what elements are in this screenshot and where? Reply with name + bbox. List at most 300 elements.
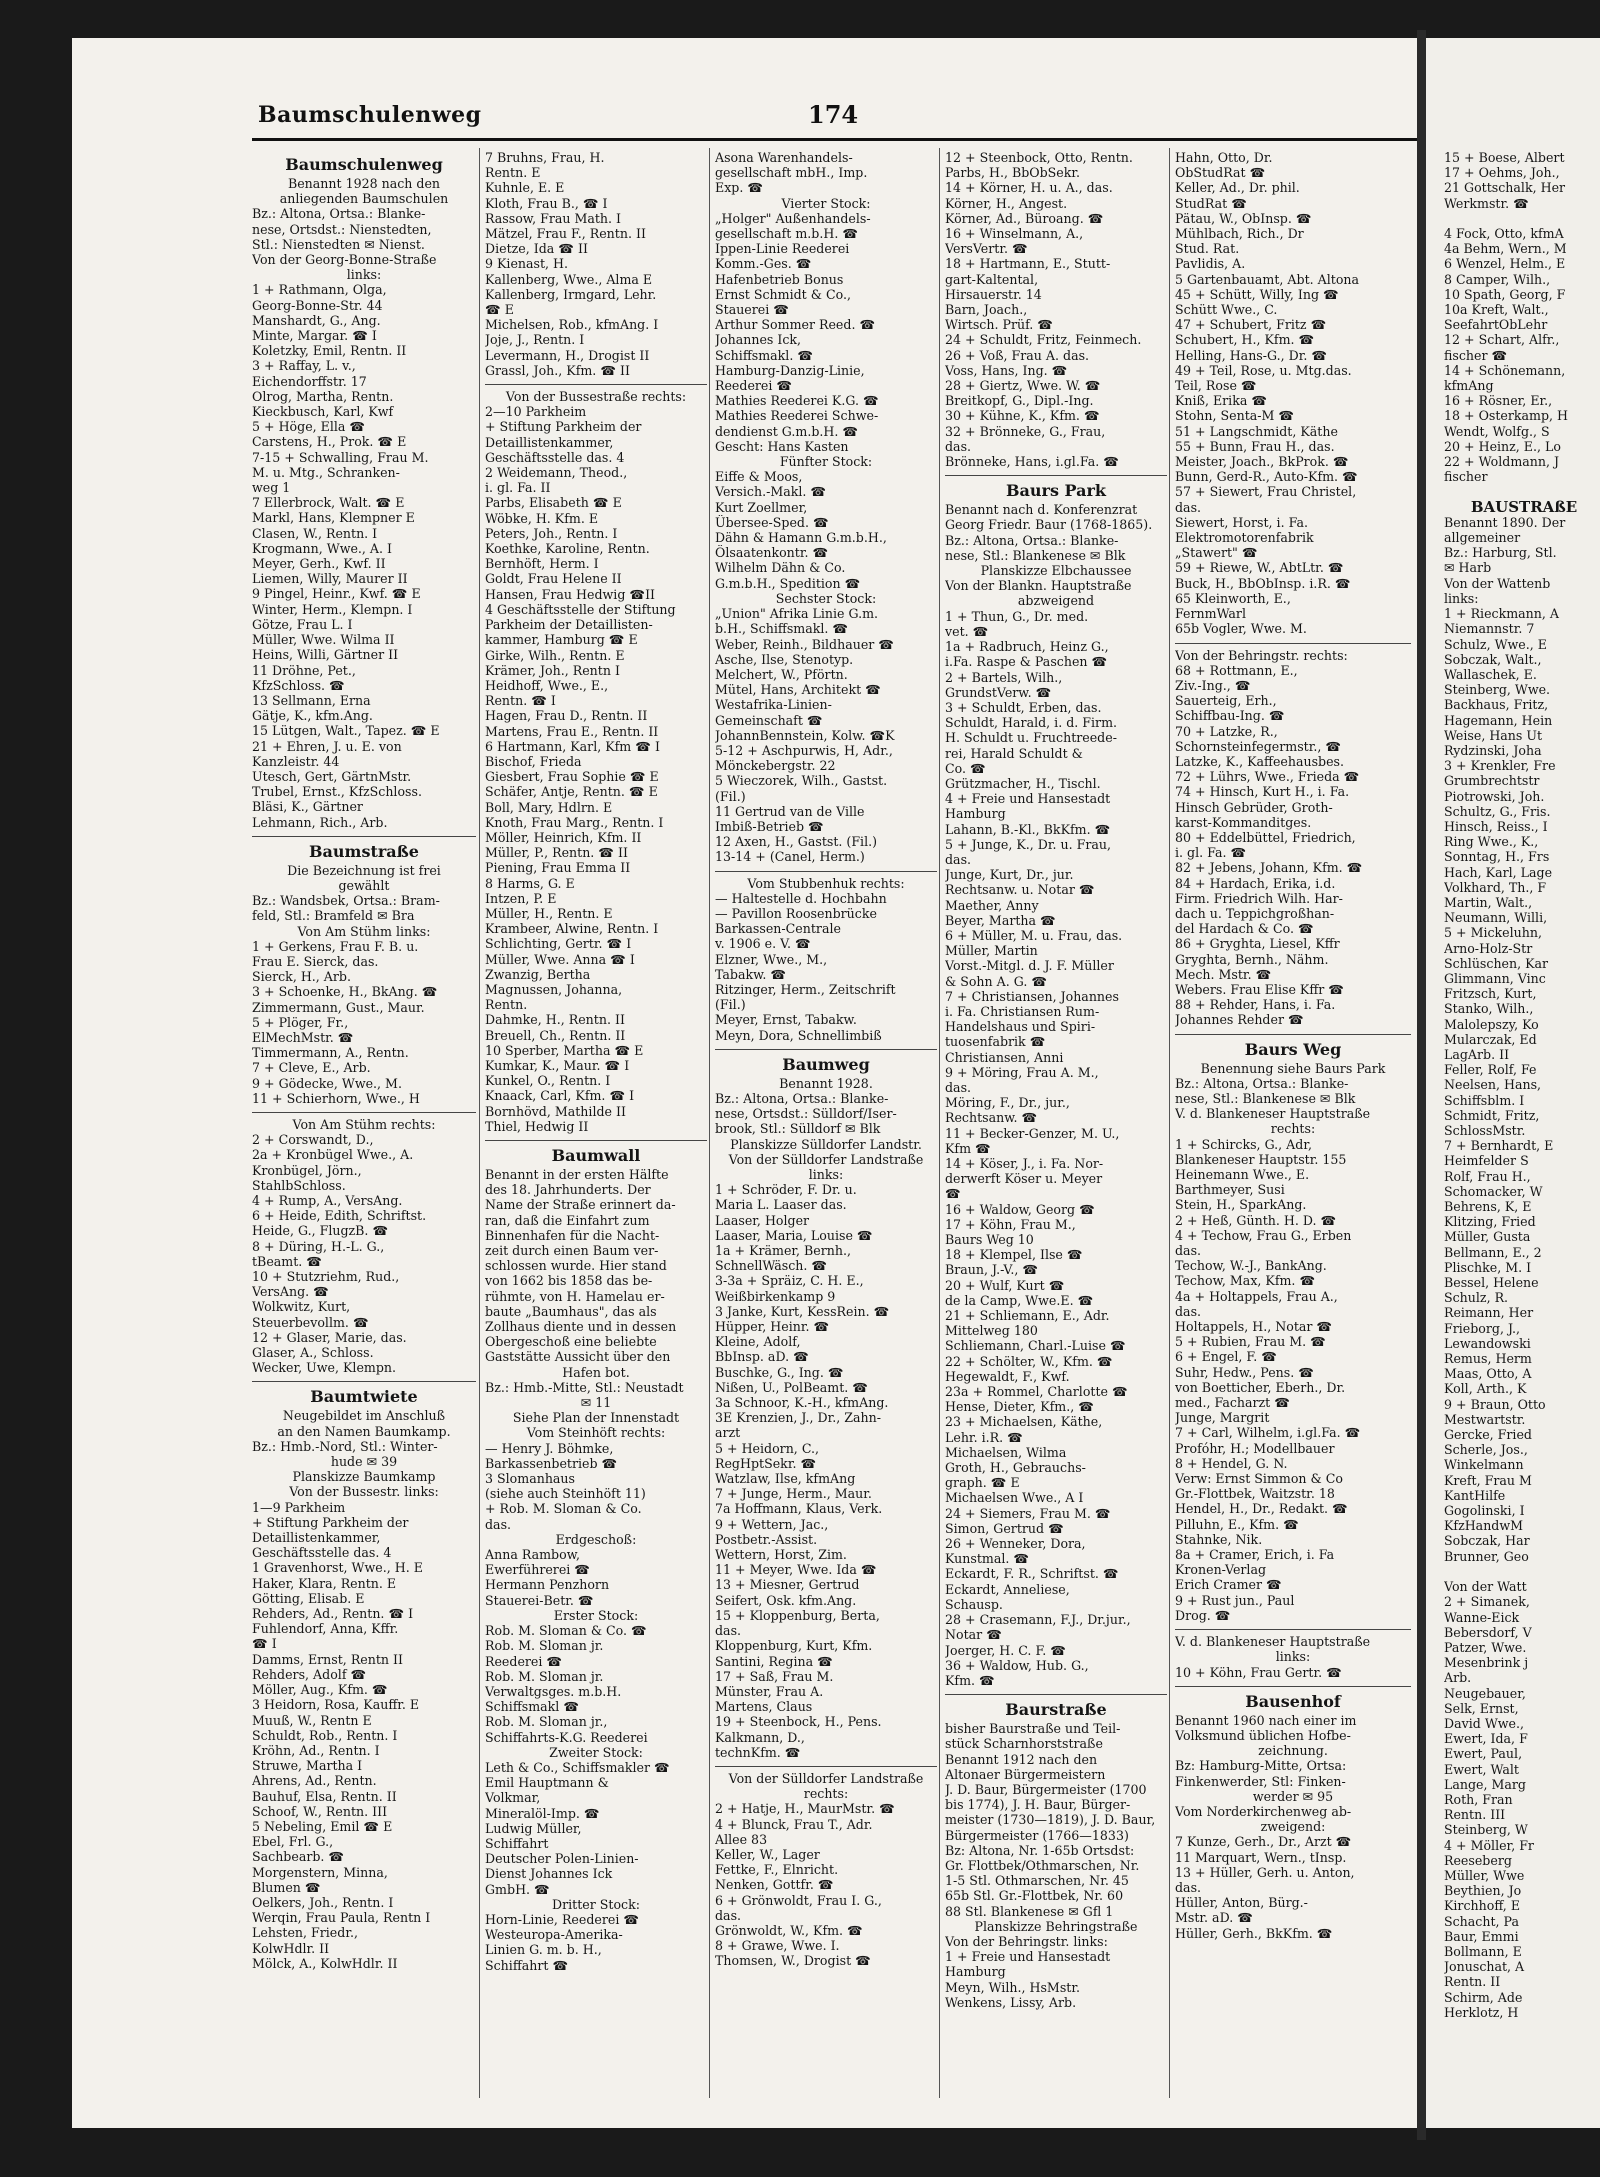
directory-entry: Tabakw. ☎: [715, 966, 787, 982]
directory-entry: ✉ Harb: [1444, 560, 1492, 576]
directory-entry: Hüpper, Heinr. ☎: [715, 1319, 830, 1335]
directory-entry: Gryghta, Bernh., Nähm.: [1175, 951, 1329, 967]
directory-entry: (Fil.): [715, 788, 746, 804]
directory-entry: Dähn & Hamann G.m.b.H.,: [715, 530, 887, 546]
directory-entry: 72 + Lührs, Wwe., Frieda ☎: [1175, 769, 1360, 785]
directory-entry: Keller, Ad., Dr. phil.: [1175, 180, 1300, 196]
directory-entry: 11 + Meyer, Wwe. Ida ☎: [715, 1562, 877, 1578]
directory-entry: Knaack, Carl, Kfm. ☎ I: [485, 1088, 635, 1104]
directory-entry: [1444, 211, 1600, 226]
directory-entry: Barkassen-Centrale: [715, 921, 841, 937]
directory-entry: Detaillistenkammer,: [485, 434, 614, 450]
directory-entry: Müller, Wwe. Wilma II: [252, 632, 395, 648]
directory-entry: Bz.: Altona, Ortsa.: Blanke-: [252, 206, 426, 222]
directory-entry: Heidhoff, Wwe., E.,: [485, 677, 609, 693]
directory-entry: Arb.: [1444, 1670, 1472, 1686]
directory-entry: Ewerführerei ☎: [485, 1562, 590, 1578]
directory-entry: Kronbügel, Jörn.,: [252, 1162, 362, 1178]
directory-entry: 5-12 + Aschpurwis, H, Adr.,: [715, 742, 893, 758]
directory-entry: Schiffbau-Ing. ☎: [1175, 708, 1285, 724]
directory-entry: Bz.: Altona, Ortsa.: Blanke-: [1175, 1075, 1349, 1091]
directory-entry: 7 + Carl, Wilhelm, i.gl.Fa. ☎: [1175, 1425, 1361, 1441]
directory-entry: 16 + Waldow, Georg ☎: [945, 1201, 1095, 1217]
directory-entry: Blankeneser Hauptstr. 155: [1175, 1151, 1347, 1167]
directory-entry: Watzlaw, Ilse, kfmAng: [715, 1471, 856, 1487]
directory-entry: Dahmke, H., Rentn. II: [485, 1012, 625, 1028]
directory-entry: 5 Gartenbauamt, Abt. Altona: [1175, 271, 1360, 287]
directory-entry: Mütel, Hans, Architekt ☎: [715, 682, 881, 698]
directory-entry: Selk, Ernst,: [1444, 1700, 1519, 1716]
directory-entry: Gercke, Fried: [1444, 1427, 1532, 1443]
directory-entry: Hahn, Otto, Dr.: [1175, 150, 1273, 165]
directory-entry: nese, Stl.: Blankenese ✉ Blk: [1175, 1090, 1356, 1106]
street-heading: Baumstraße: [309, 841, 419, 861]
directory-entry: Neumann, Willi,: [1444, 910, 1548, 926]
directory-entry: Wenkens, Lissy, Arb.: [945, 1994, 1077, 2010]
section-note: Von der Bussestraße rechts:: [505, 389, 687, 405]
directory-entry: Kurt Zoellmer,: [715, 499, 808, 515]
directory-entry: baute „Baumhaus", das als: [485, 1303, 657, 1319]
directory-entry: 7-15 + Schwalling, Frau M.: [252, 449, 429, 465]
directory-entry: gart-Kaltental,: [945, 271, 1039, 287]
section-note: links:: [346, 267, 382, 283]
directory-entry: Schoof, W., Rentn. III: [252, 1803, 388, 1819]
directory-entry: Rassow, Frau Math. I: [485, 210, 622, 226]
directory-entry: Bornhövd, Mathilde II: [485, 1103, 626, 1119]
section-note: Von Am Stühm links:: [297, 923, 431, 939]
directory-entry: Allee 83: [715, 1831, 768, 1847]
directory-entry: Von der Behringstr. rechts:: [1175, 647, 1348, 663]
directory-entry: 4 Fock, Otto, kfmA: [1444, 226, 1564, 242]
directory-entry: Thiel, Hedwig II: [485, 1118, 589, 1134]
section-note: Von der Sülldorfer Landstraße: [728, 1770, 924, 1786]
directory-entry: 2 + Bartels, Wilh.,: [945, 669, 1063, 685]
directory-entry: das.: [945, 438, 972, 454]
directory-entry: Voss, Hans, Ing. ☎: [945, 362, 1068, 378]
directory-entry: 5 + Junge, K., Dr. u. Frau,: [945, 836, 1112, 852]
directory-entry: Müller, Gusta: [1444, 1229, 1531, 1245]
directory-entry: Gemeinschaft ☎: [715, 712, 823, 728]
directory-entry: 11 Gertrud van de Ville: [715, 803, 865, 819]
directory-entry: schlossen wurde. Hier stand: [485, 1258, 667, 1274]
directory-entry: Werkmstr. ☎: [1444, 195, 1529, 211]
directory-entry: Grönwoldt, W., Kfm. ☎: [715, 1922, 863, 1938]
directory-entry: Volkmar,: [485, 1790, 541, 1806]
section-note: anliegenden Baumschulen: [279, 191, 449, 207]
directory-entry: Michelsen, Rob., kfmAng. I: [485, 317, 659, 333]
directory-entry: Herklotz, H: [1444, 2004, 1519, 2020]
directory-entry: Bebersdorf, V: [1444, 1624, 1532, 1640]
directory-entry: (siehe auch Steinhöft 11): [485, 1486, 646, 1502]
directory-entry: 11 Marquart, Wern., tInsp.: [1175, 1849, 1347, 1865]
directory-entry: JohannBennstein, Kolw. ☎K: [715, 727, 895, 743]
directory-entry: 13 Sellmann, Erna: [252, 692, 371, 708]
directory-entry: Reimann, Her: [1444, 1305, 1534, 1321]
directory-entry: — Henry J. Böhmke,: [485, 1440, 614, 1456]
directory-entry: Simon, Gertrud ☎: [945, 1520, 1064, 1536]
directory-entry: 65b Vogler, Wwe. M.: [1175, 621, 1307, 637]
directory-entry: V. d. Blankeneser Hauptstraße: [1175, 1634, 1371, 1650]
directory-entry: SchlossMstr.: [1444, 1123, 1526, 1138]
directory-entry: Nißen, U., PolBeamt. ☎: [715, 1379, 868, 1395]
directory-entry: Techow, W.-J., BankAng.: [1175, 1258, 1327, 1274]
directory-entry: ☎ I: [252, 1636, 277, 1652]
section-note: Dritter Stock:: [552, 1896, 640, 1912]
directory-entry: das.: [485, 1516, 512, 1532]
directory-entry: 11 + Schierhorn, Wwe., H: [252, 1090, 420, 1106]
directory-entry: Timmermann, A., Rentn.: [252, 1045, 409, 1061]
directory-entry: Hermann Penzhorn: [485, 1577, 610, 1593]
directory-entry: 1-5 Stl. Othmarschen, Nr. 45: [945, 1873, 1129, 1889]
directory-entry: Kunstmal. ☎: [945, 1551, 1030, 1567]
directory-entry: ☎ E: [485, 302, 514, 318]
directory-entry: Lehmann, Rich., Arb.: [252, 814, 388, 830]
directory-entry: Vom Norderkirchenweg ab-: [1175, 1803, 1352, 1819]
directory-entry: Benannt 1960 nach einer im: [1175, 1712, 1357, 1728]
directory-entry: Drog. ☎: [1175, 1607, 1231, 1623]
directory-entry: Niemannstr. 7: [1444, 621, 1535, 637]
directory-entry: Bessel, Helene: [1444, 1275, 1539, 1291]
directory-entry: Hendel, H., Dr., Redakt. ☎: [1175, 1501, 1348, 1517]
street-heading: Baumschulenweg: [285, 155, 443, 174]
directory-entry: Ludwig Müller,: [485, 1820, 582, 1836]
section-note: Die Bezeichnung ist frei: [287, 862, 441, 878]
directory-entry: Hamburg: [945, 806, 1006, 822]
directory-entry: Johannes Rehder ☎: [1175, 1012, 1304, 1028]
column-3: [715, 150, 937, 2100]
directory-entry: David Wwe.,: [1444, 1715, 1524, 1731]
directory-entry: Benannt nach d. Konferenzrat: [945, 502, 1138, 518]
directory-entry: Breuell, Ch., Rentn. II: [485, 1027, 626, 1043]
section-note: Planskizze Elbchaussee: [980, 563, 1132, 579]
directory-entry: FernmWarl: [1175, 606, 1246, 622]
directory-entry: 1 + Rathmann, Olga,: [252, 282, 387, 298]
directory-entry: Horn-Linie, Reederei ☎: [485, 1911, 640, 1927]
directory-entry: Barthmeyer, Susi: [1175, 1182, 1285, 1198]
directory-entry: nese, Stl.: Blankenese ✉ Blk: [945, 547, 1126, 563]
directory-entry: Geschäftsstelle das. 4: [252, 1545, 392, 1561]
street-heading: Baurs Park: [1005, 481, 1106, 501]
directory-entry: Meyer, Gerh., Kwf. II: [252, 556, 386, 572]
section-note: rechts:: [803, 1786, 849, 1802]
directory-entry: derwerft Köser u. Meyer: [945, 1171, 1103, 1187]
directory-entry: Reederei ☎: [485, 1653, 563, 1669]
directory-entry: i.Fa. Raspe & Paschen ☎: [945, 654, 1108, 670]
directory-entry: Stohn, Senta-M ☎: [1175, 408, 1295, 424]
directory-entry: Rentn. E: [485, 165, 541, 181]
directory-entry: Stud. Rat.: [1175, 241, 1240, 257]
directory-entry: Körner, H., Angest.: [945, 195, 1068, 211]
directory-entry: Von der Behringstr. links:: [945, 1933, 1108, 1949]
directory-entry: Malolepszy, Ko: [1444, 1016, 1539, 1032]
directory-entry: Gr.-Flottbek, Waitzstr. 18: [1175, 1486, 1335, 1502]
directory-entry: H. Schuldt u. Fruchtreede-: [945, 730, 1117, 746]
section-separator: [715, 1766, 937, 1767]
directory-entry: Kirchhoff, E: [1444, 1898, 1521, 1914]
section-note: Vierter Stock:: [781, 195, 871, 211]
directory-entry: Glimmann, Vinc: [1444, 970, 1546, 986]
directory-entry: brook, Stl.: Sülldorf ✉ Blk: [715, 1121, 881, 1137]
directory-entry: Bernhöft, Herm. I: [485, 556, 599, 572]
directory-entry: Altonaer Bürgermeistern: [945, 1766, 1106, 1782]
directory-entry: 1 + Rieckmann, A: [1444, 606, 1559, 622]
directory-entry: Grützmacher, H., Tischl.: [945, 775, 1101, 791]
directory-entry: Hagen, Frau D., Rentn. II: [485, 708, 648, 724]
directory-entry: Eichendorffstr. 17: [252, 373, 367, 389]
directory-entry: 3 + Krenkler, Fre: [1444, 758, 1556, 774]
directory-entry: 15 + Boese, Albert: [1444, 150, 1565, 165]
directory-entry: das.: [1175, 499, 1202, 515]
directory-entry: Kröhn, Ad., Rentn. I: [252, 1742, 380, 1758]
directory-entry: Grassl, Joh., Kfm. ☎ II: [485, 362, 630, 378]
section-note: links:: [1275, 1649, 1311, 1665]
directory-entry: Schuldt, Harald, i. d. Firm.: [945, 715, 1118, 731]
directory-entry: 5 + Plöger, Fr.,: [252, 1014, 349, 1030]
section-note: Zweiter Stock:: [549, 1744, 643, 1760]
column-5: [1175, 150, 1411, 2100]
section-note: zweigend:: [1260, 1819, 1326, 1835]
directory-entry: Firm. Friedrich Wilh. Har-: [1175, 890, 1343, 906]
directory-entry: Ritzinger, Herm., Zeitschrift: [715, 981, 896, 997]
directory-entry: ObStudRat ☎: [1175, 165, 1266, 181]
directory-entry: Stauerei ☎: [715, 302, 789, 318]
directory-entry: Melchert, W., Pförtn.: [715, 666, 848, 682]
directory-entry: Muuß, W., Rentn E: [252, 1712, 372, 1728]
directory-entry: 3 Heidorn, Rosa, Kauffr. E: [252, 1697, 420, 1713]
directory-entry: Kallenberg, Irmgard, Lehr.: [485, 286, 657, 302]
directory-entry: Parbs, H., BbObSekr.: [945, 165, 1081, 181]
directory-entry: 24 + Siemers, Frau M. ☎: [945, 1505, 1111, 1521]
directory-entry: Ziv.-Ing., ☎: [1175, 677, 1251, 693]
directory-entry: Struwe, Martha I: [252, 1758, 363, 1774]
directory-entry: Mathies Reederei K.G. ☎: [715, 393, 879, 409]
directory-entry: Sobczak, Har: [1444, 1533, 1530, 1549]
directory-entry: 1 + Schröder, F. Dr. u.: [715, 1182, 857, 1198]
directory-entry: Ahrens, Ad., Rentn.: [252, 1773, 377, 1789]
directory-entry: + Stiftung Parkheim der: [252, 1514, 409, 1530]
directory-entry: Parkheim der Detaillisten-: [485, 617, 653, 633]
directory-entry: technKfm. ☎: [715, 1744, 801, 1760]
directory-entry: Winkelmann: [1444, 1457, 1524, 1473]
directory-entry: Mestwartstr.: [1444, 1411, 1526, 1427]
directory-entry: VersAng. ☎: [252, 1284, 329, 1300]
directory-entry: 22 + Woldmann, J: [1444, 454, 1560, 470]
directory-entry: 7 + Christiansen, Johannes: [945, 988, 1119, 1004]
directory-entry: Hinsch, Reiss., I: [1444, 818, 1548, 834]
directory-entry: ☎: [945, 1186, 961, 1202]
directory-entry: Wöbke, H. Kfm. E: [485, 510, 599, 526]
directory-entry: 1—9 Parkheim: [252, 1499, 346, 1515]
directory-entry: 21 + Ehren, J. u. E. von: [252, 738, 402, 754]
column-divider: [479, 148, 480, 2098]
page-header: [72, 38, 1417, 138]
directory-entry: 4 + Freie und Hansestadt: [945, 791, 1111, 807]
directory-entry: Stauerei-Betr. ☎: [485, 1592, 594, 1608]
directory-entry: Kronen-Verlag: [1175, 1562, 1267, 1578]
directory-entry: Reederei ☎: [715, 378, 793, 394]
directory-entry: Kreft, Frau M: [1444, 1472, 1532, 1488]
directory-page: [72, 38, 1417, 2128]
directory-entry: Schlüschen, Kar: [1444, 955, 1549, 971]
header-rule: [252, 138, 1417, 141]
directory-entry: 16 + Rösner, Er.,: [1444, 393, 1553, 409]
directory-entry: Hinsch Gebrüder, Groth-: [1175, 799, 1333, 815]
directory-entry: 8 Camper, Wilh.,: [1444, 271, 1551, 287]
directory-entry: „Union" Afrika Linie G.m.: [715, 606, 879, 622]
directory-entry: Rob. M. Sloman jr.,: [485, 1714, 608, 1730]
directory-entry: 5 + Mickeluhn,: [1444, 925, 1542, 941]
directory-entry: Benannt 1912 nach den: [945, 1751, 1098, 1767]
directory-entry: Roth, Fran: [1444, 1791, 1513, 1807]
directory-entry: Hüller, Gerh., BkKfm. ☎: [1175, 1925, 1333, 1941]
directory-entry: 2 + Hatje, H., MaurMstr. ☎: [715, 1801, 895, 1817]
directory-entry: VersVertr. ☎: [945, 241, 1028, 257]
directory-entry: 82 + Jebens, Johann, Kfm. ☎: [1175, 860, 1363, 876]
directory-entry: Grumbrechtstr: [1444, 773, 1540, 789]
directory-entry: Martens, Frau E., Rentn. II: [485, 723, 659, 739]
directory-entry: Rydzinski, Joha: [1444, 742, 1542, 758]
directory-entry: Piening, Frau Emma II: [485, 860, 631, 876]
directory-entry: 17 + Oehms, Joh.,: [1444, 165, 1560, 181]
directory-entry: Müller, Martin: [945, 943, 1038, 959]
directory-entry: 3a Schnoor, K.-H., kfmAng.: [715, 1395, 889, 1411]
directory-entry: Asche, Ilse, Stenotyp.: [715, 651, 854, 667]
directory-entry: 65b Stl. Gr.-Flottbek, Nr. 60: [945, 1888, 1124, 1904]
section-separator: [252, 836, 476, 837]
directory-entry: Bauhuf, Elsa, Rentn. II: [252, 1788, 397, 1804]
directory-entry: 23 + Michaelsen, Käthe,: [945, 1414, 1103, 1430]
directory-entry: 21 Gottschalk, Her: [1444, 180, 1566, 196]
directory-entry: 3-3a + Spräiz, C. H. E.,: [715, 1273, 864, 1289]
directory-entry: Rehders, Adolf ☎: [252, 1666, 367, 1682]
directory-entry: 24 + Schuldt, Fritz, Feinmech.: [945, 332, 1142, 348]
directory-entry: Hach, Karl, Lage: [1444, 864, 1553, 880]
directory-entry: Bollmann, E: [1444, 1943, 1522, 1959]
directory-entry: (Fil.): [715, 997, 746, 1013]
column-4: [945, 150, 1167, 2100]
directory-entry: 14 + Köser, J., i. Fa. Nor-: [945, 1156, 1104, 1171]
directory-entry: Lange, Marg: [1444, 1776, 1526, 1792]
directory-entry: Mühlbach, Rich., Dr: [1175, 226, 1304, 242]
directory-entry: Giesbert, Frau Sophie ☎ E: [485, 769, 659, 785]
directory-entry: RegHptSekr. ☎: [715, 1455, 817, 1471]
directory-entry: rühmte, von H. Hamelau er-: [485, 1288, 665, 1304]
directory-entry: Stahnke, Nik.: [1175, 1531, 1263, 1547]
directory-entry: SeefahrtObLehr: [1444, 317, 1548, 333]
directory-entry: Thomsen, W., Drogist ☎: [715, 1953, 871, 1969]
section-note: abzweigend: [1017, 593, 1095, 609]
directory-entry: i. Fa. Christiansen Rum-: [945, 1003, 1100, 1019]
directory-entry: 4 Geschäftsstelle der Stiftung: [485, 601, 676, 617]
directory-entry: Weißbirkenkamp 9: [715, 1288, 836, 1304]
directory-entry: 7 + Junge, Herm., Maur.: [715, 1486, 872, 1502]
directory-entry: i. gl. Fa. ☎: [1175, 845, 1247, 861]
directory-entry: Rentn. III: [1444, 1807, 1506, 1823]
directory-entry: Maether, Anny: [945, 897, 1039, 913]
directory-entry: Steinberg, W: [1444, 1822, 1528, 1838]
section-note: links:: [808, 1167, 844, 1182]
directory-entry: Plischke, M. I: [1444, 1259, 1532, 1275]
directory-entry: KfzSchloss. ☎: [252, 677, 345, 693]
directory-entry: 51 + Langschmidt, Käthe: [1175, 423, 1338, 439]
directory-entry: Wallaschek, E.: [1444, 666, 1537, 682]
directory-entry: Pilluhn, E., Kfm. ☎: [1175, 1516, 1299, 1532]
directory-entry: Kalkmann, D.,: [715, 1729, 805, 1745]
directory-entry: tuosenfabrik ☎: [945, 1034, 1046, 1050]
directory-entry: Winter, Herm., Klempn. I: [252, 601, 413, 617]
directory-entry: Hamburg-Danzig-Linie,: [715, 362, 865, 378]
section-separator: [1175, 1686, 1411, 1687]
directory-entry: Übersee-Sped. ☎: [715, 514, 829, 530]
directory-entry: 5 Wieczorek, Wilh., Gastst.: [715, 773, 888, 789]
directory-entry: Ölsaatenkontr. ☎: [715, 545, 829, 561]
directory-entry: Rehders, Ad., Rentn. ☎ I: [252, 1606, 414, 1622]
directory-entry: Schacht, Pa: [1444, 1913, 1519, 1929]
directory-entry: 6 + Müller, M. u. Frau, das.: [945, 927, 1123, 943]
directory-entry: Joerger, H. C. F. ☎: [945, 1642, 1066, 1658]
directory-entry: Finkenwerder, Stl: Finken-: [1175, 1773, 1346, 1789]
directory-entry: 6 + Heide, Edith, Schriftst.: [252, 1208, 427, 1224]
directory-entry: Kfm. ☎: [945, 1672, 995, 1688]
column-divider: [1169, 148, 1170, 2098]
directory-entry: Volkhard, Th., F: [1444, 879, 1547, 895]
directory-entry: 8 Harms, G. E: [485, 875, 575, 891]
directory-entry: StahlbSchloss.: [252, 1177, 346, 1193]
directory-entry: 74 + Hinsch, Kurt H., i. Fa.: [1175, 784, 1350, 800]
directory-entry: b.H., Schiffsmakl. ☎: [715, 621, 849, 637]
directory-entry: 5 + Rubien, Frau M. ☎: [1175, 1334, 1326, 1350]
directory-entry: Koll, Arth., K: [1444, 1381, 1527, 1397]
directory-entry: 20 + Heinz, E., Lo: [1444, 438, 1561, 454]
directory-entry: Westeuropa-Amerika-: [485, 1927, 623, 1943]
directory-entry: 21 + Schliemann, E., Adr.: [945, 1308, 1110, 1324]
directory-entry: Girke, Wilh., Rentn. E: [485, 647, 625, 663]
directory-entry: Schuldt, Rob., Rentn. I: [252, 1727, 398, 1743]
directory-entry: Santini, Regina ☎: [715, 1653, 833, 1669]
directory-entry: 9 + Braun, Otto: [1444, 1396, 1546, 1412]
directory-entry: Hegewaldt, F., Kwf.: [945, 1368, 1070, 1384]
directory-entry: 7 + Cleve, E., Arb.: [252, 1060, 371, 1076]
directory-entry: Kumkar, K., Maur. ☎ I: [485, 1057, 630, 1073]
directory-entry: 84 + Hardach, Erika, i.d.: [1175, 875, 1336, 891]
directory-entry: + Stiftung Parkheim der: [485, 419, 642, 435]
directory-entry: 2a + Kronbügel Wwe., A.: [252, 1147, 414, 1163]
directory-entry: 19 + Steenbock, H., Pens.: [715, 1714, 882, 1730]
directory-entry: Ewert, Paul,: [1444, 1746, 1523, 1762]
directory-entry: Rentn. ☎ I: [485, 693, 556, 709]
directory-entry: 18 + Klempel, Ilse ☎: [945, 1247, 1083, 1263]
directory-entry: 16 + Winselmann, A.,: [945, 226, 1084, 242]
directory-entry: 18 + Hartmann, E., Stutt-: [945, 256, 1111, 272]
directory-entry: Schulz, R.: [1444, 1290, 1509, 1306]
directory-entry: 10 + Stutzriehm, Rud.,: [252, 1269, 400, 1285]
directory-entry: Kleine, Adolf,: [715, 1334, 801, 1350]
directory-entry: Morgenstern, Minna,: [252, 1864, 388, 1880]
directory-entry: Wendt, Wolfg., S: [1444, 423, 1550, 439]
directory-entry: Rentn. II: [1444, 1974, 1501, 1990]
facing-page: [1426, 38, 1600, 2128]
directory-entry: 11 + Becker-Genzer, M. U.,: [945, 1125, 1120, 1141]
directory-entry: Leth & Co., Schiffsmakler ☎: [485, 1759, 670, 1775]
directory-entry: tBeamt. ☎: [252, 1253, 322, 1269]
directory-entry: Mathies Reederei Schwe-: [715, 408, 879, 424]
directory-entry: Beythien, Jo: [1444, 1883, 1522, 1899]
directory-entry: + Rob. M. Sloman & Co.: [485, 1501, 642, 1517]
directory-entry: 65 Kleinworth, E.,: [1175, 590, 1291, 606]
directory-entry: Martin, Walt.,: [1444, 894, 1533, 910]
directory-entry: 13 + Miesner, Gertrud: [715, 1577, 860, 1593]
directory-entry: Eiffe & Moos,: [715, 469, 803, 485]
